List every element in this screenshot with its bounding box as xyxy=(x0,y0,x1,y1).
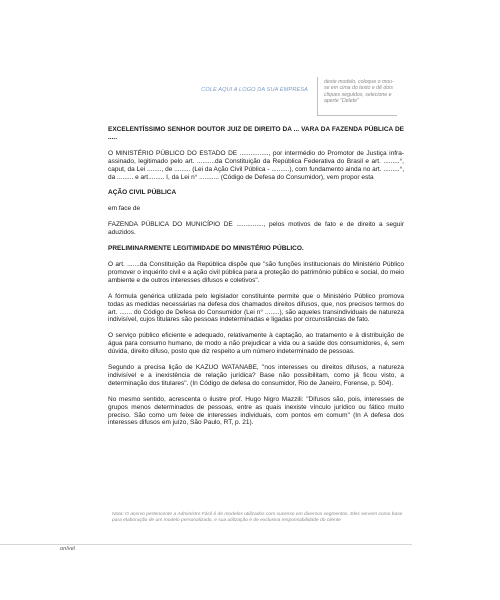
footer-divider xyxy=(0,544,412,545)
addressee-heading: EXCELENTÍSSIMO SENHOR DOUTOR JUIZ DE DIREITO DA ... VARA DA FAZENDA PÚBLICA DE ..... xyxy=(108,126,404,141)
hint-line: se em cima do texto e dê dois xyxy=(324,85,393,92)
preliminary-title: PRELIMINARMENTE LEGITIMIDADE DO MINISTÉRIO PÚBLICO. xyxy=(108,245,304,253)
defendant-paragraph: FAZENDA PÚBLICA DO MUNICÍPIO DE ..............., pelos motivos de fato e de direito a seguir aduzidos. xyxy=(108,221,404,237)
body-paragraph: No mesmo sentido, acrescenta o ilustre prof. Hugo Nigro Mazzili: "Difusos são, pois, interesses de grupos menos determinados de pessoas, entre as quais inexiste vínculo jurídico ou fático muito preciso. São como um feixe de interesses individuais, com pontos em comum" (In A defesa dos interesses difusos em juízo, São Paulo, RT, p. 21). xyxy=(108,395,404,427)
hint-line: aperte "Delete" xyxy=(324,98,359,105)
hint-line: deste modelo, coloque o mou- xyxy=(324,79,394,85)
body-paragraph: Segundo a precisa lição de KAZUO WATANABE, "nos interesses ou direitos difusos, a natureza indivisível e a inexistência de relação jurídica? Base não possibilitam, como já ficou visto, a determinação dos titulares". (In Código de defesa do consumidor, Rio de Janeiro, Forense, p. 504). xyxy=(108,364,404,387)
edit-hint-box xyxy=(317,77,397,116)
hint-line: cliques seguidos, selecione e xyxy=(324,91,392,98)
body-paragraph: O art. .......da Constituição da República dispõe que "são funções institucionais do Ministério Público promover o inquérito civil e a ação civil pública para a proteção do patrimônio público e social, do meio ambiente e de outros interesses difusos e coletivos". xyxy=(108,260,404,284)
body-paragraph: O serviço público eficiente e adequado, relativamente à captação, ao tratamento e à distribuição de água para consumo humano, de modo a não prejudicar a vida ou a saúde dos consumidores, é, sem dúvida, direito difuso, posto que diz respeito a um número indeterminado de pessoas. xyxy=(108,332,404,356)
action-title: AÇÃO CIVIL PÚBLICA xyxy=(108,189,177,197)
intro-paragraph: O MINISTÉRIO PÚBLICO DO ESTADO DE ................, por intermédio do Promotor de Justiça infra-assinado, legitimado pelo art. ..........da Constituição da República Federativa do Brasil e art. .........°, caput, da Lei ........, de ......... (Lei da Ação Civil Pública - ..........), com fundamento ainda no art. .........°, da ......... e art......... I, da Lei n° ........... (Código de Defesa do Consumidor), vem propor esta xyxy=(108,149,404,181)
disclaimer-note: Nota: O acervo pertencente a Administre Fácil é de modelos utilizados com sucesso em diversos segmentos. Eles servem como base para elaboração de um modelo personalizado, e sua utilização é de exclusiva responsabilidade do cliente xyxy=(112,512,403,524)
body-paragraph: A fórmula genérica utilizada pelo legislador constituinte permite que o Ministério Público promova todas as medidas necessárias na defesa dos chamados direitos difusos, que, nos precisos termos do art. ....... do Código de Defesa do Consumidor (Lei n° ........), são aqueles transindividuais de natureza indivisível, cujos titulares são pessoas indeterminadas e ligadas por circunstâncias de fato. xyxy=(108,292,404,324)
petition-document xyxy=(108,126,404,435)
footer-text: onível xyxy=(60,546,75,552)
company-logo-placeholder: COLE AQUI A LOGO DA SUA EMPRESA xyxy=(201,87,308,93)
em-face-text: em face de xyxy=(108,205,141,213)
